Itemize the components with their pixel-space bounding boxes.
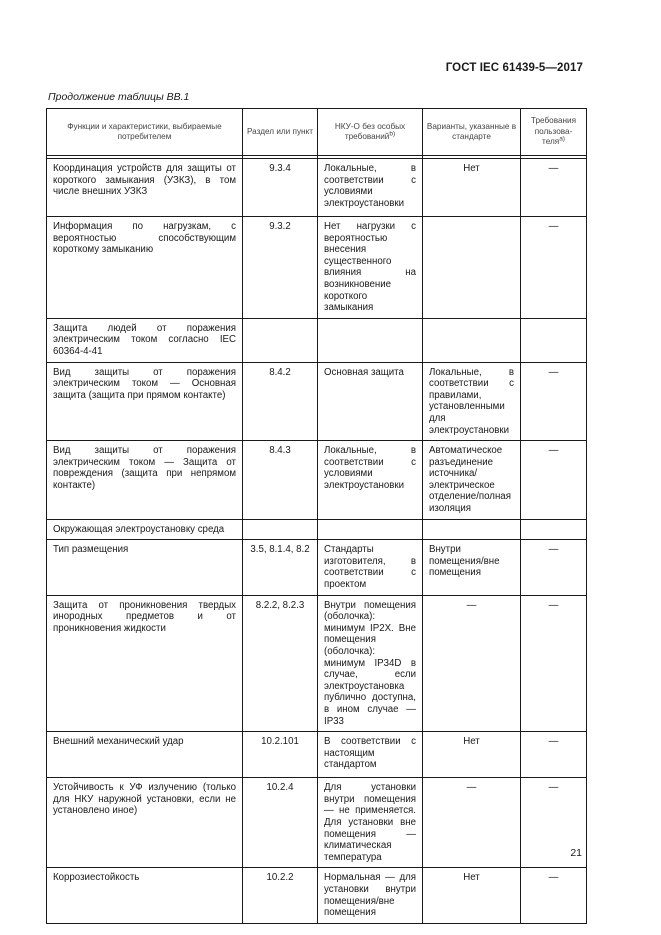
cell-default: Нет нагрузки с вероятностью внесения существенного влияния на возникновение короткого замыкания: [318, 217, 423, 319]
cell-default: Основная защита: [318, 362, 423, 441]
table-row: [47, 159, 587, 217]
cell-section: 10.2.101: [243, 732, 318, 778]
cell-options: Нет: [423, 732, 521, 778]
table-caption: Продолжение таблицы ВВ.1: [48, 91, 190, 103]
cell-function: Окружающая электроустановку среда: [47, 519, 243, 540]
cell-function: Вид защиты от поражения электрическим током — Защита от повреждения (защита при непрямом контакте): [47, 441, 243, 520]
cell-function: Тип размещения: [47, 540, 243, 595]
cell-default: [318, 318, 423, 362]
table-row: [47, 318, 587, 362]
cell-function: Коррозиестойкость: [47, 868, 243, 924]
column-header-user-req: Требования пользова-теля$^{a)}$: [521, 109, 587, 156]
cell-options: —: [423, 595, 521, 732]
table-row: [47, 519, 587, 540]
table-row: [47, 540, 587, 595]
column-header-function: Функции и характеристики, выбираемые потребителем: [47, 109, 243, 156]
cell-section: 8.4.2: [243, 362, 318, 441]
cell-function: Вид защиты от поражения электрическим током — Основная защита (защита при прямом контакте): [47, 362, 243, 441]
cell-section: 3.5, 8.1.4, 8.2: [243, 540, 318, 595]
cell-options: —: [423, 778, 521, 868]
cell-user-req: —: [521, 732, 587, 778]
cell-default: Для установки внутри помещения — не применяется. Для установки вне помещения — климатическая температура: [318, 778, 423, 868]
cell-options: Нет: [423, 868, 521, 924]
cell-function: Защита людей от поражения электрическим током согласно IEC 60364-4-41: [47, 318, 243, 362]
cell-user-req: —: [521, 868, 587, 924]
cell-user-req: [521, 318, 587, 362]
page-number: 21: [570, 847, 582, 859]
column-header-section: Раздел или пункт: [243, 109, 318, 156]
cell-section: 10.2.2: [243, 868, 318, 924]
table-row: [47, 732, 587, 778]
cell-options: Локальные, в соответствии с правилами, установленными для электроустановки: [423, 362, 521, 441]
table-row: [47, 217, 587, 319]
cell-options: [423, 318, 521, 362]
cell-user-req: —: [521, 441, 587, 520]
cell-function: Информация по нагрузкам, с вероятностью способствующим короткому замыканию: [47, 217, 243, 319]
table-row: [47, 441, 587, 520]
cell-function: Координация устройств для защиты от короткого замыкания (УЗКЗ), в том числе внешних УЗКЗ: [47, 159, 243, 217]
requirements-table: [46, 108, 587, 924]
cell-user-req: —: [521, 217, 587, 319]
table-row: [47, 595, 587, 732]
cell-user-req: [521, 519, 587, 540]
cell-section: [243, 519, 318, 540]
column-header-options: Варианты, указанные в стандарте: [423, 109, 521, 156]
cell-section: 8.4.3: [243, 441, 318, 520]
table-row: [47, 778, 587, 868]
cell-options: Внутри помещения/вне помещения: [423, 540, 521, 595]
cell-section: 9.3.2: [243, 217, 318, 319]
cell-user-req: —: [521, 159, 587, 217]
table-row: [47, 362, 587, 441]
cell-section: 8.2.2, 8.2.3: [243, 595, 318, 732]
cell-default: Локальные, в соответствии с условиями электроустановки: [318, 441, 423, 520]
cell-function: Защита от проникновения твердых инородных предметов и от проникновения жидкости: [47, 595, 243, 732]
cell-user-req: —: [521, 778, 587, 868]
cell-default: Стандарты изготовителя, в соответствии с проектом: [318, 540, 423, 595]
cell-options: [423, 519, 521, 540]
cell-function: Устойчивость к УФ излучению (только для НКУ наружной установки, если не установлено иное): [47, 778, 243, 868]
cell-default: Внутри помещения (оболочка): минимум IP2X. Вне помещения (оболочка): минимум IP34D в случае, если электроустановка публично доступна, в ином случае — IP33: [318, 595, 423, 732]
column-header-default: НКУ-О без особых требований$^{b)}$: [318, 109, 423, 156]
cell-options: [423, 217, 521, 319]
cell-function: Внешний механический удар: [47, 732, 243, 778]
table-row: [47, 868, 587, 924]
cell-default: [318, 519, 423, 540]
cell-default: Нормальная — для установки внутри помещения/вне помещения: [318, 868, 423, 924]
cell-section: 9.3.4: [243, 159, 318, 217]
document-standard-header: ГОСТ IEC 61439-5—2017: [445, 62, 583, 74]
cell-default: В соответствии с настоящим стандартом: [318, 732, 423, 778]
table-header-row: [47, 109, 587, 156]
cell-options: Автоматическое разъединение источника/электрическое отделение/полная изоляция: [423, 441, 521, 520]
cell-user-req: —: [521, 595, 587, 732]
cell-user-req: —: [521, 540, 587, 595]
cell-default: Локальные, в соответствии с условиями электроустановки: [318, 159, 423, 217]
cell-section: 10.2.4: [243, 778, 318, 868]
cell-user-req: —: [521, 362, 587, 441]
cell-section: [243, 318, 318, 362]
cell-options: Нет: [423, 159, 521, 217]
